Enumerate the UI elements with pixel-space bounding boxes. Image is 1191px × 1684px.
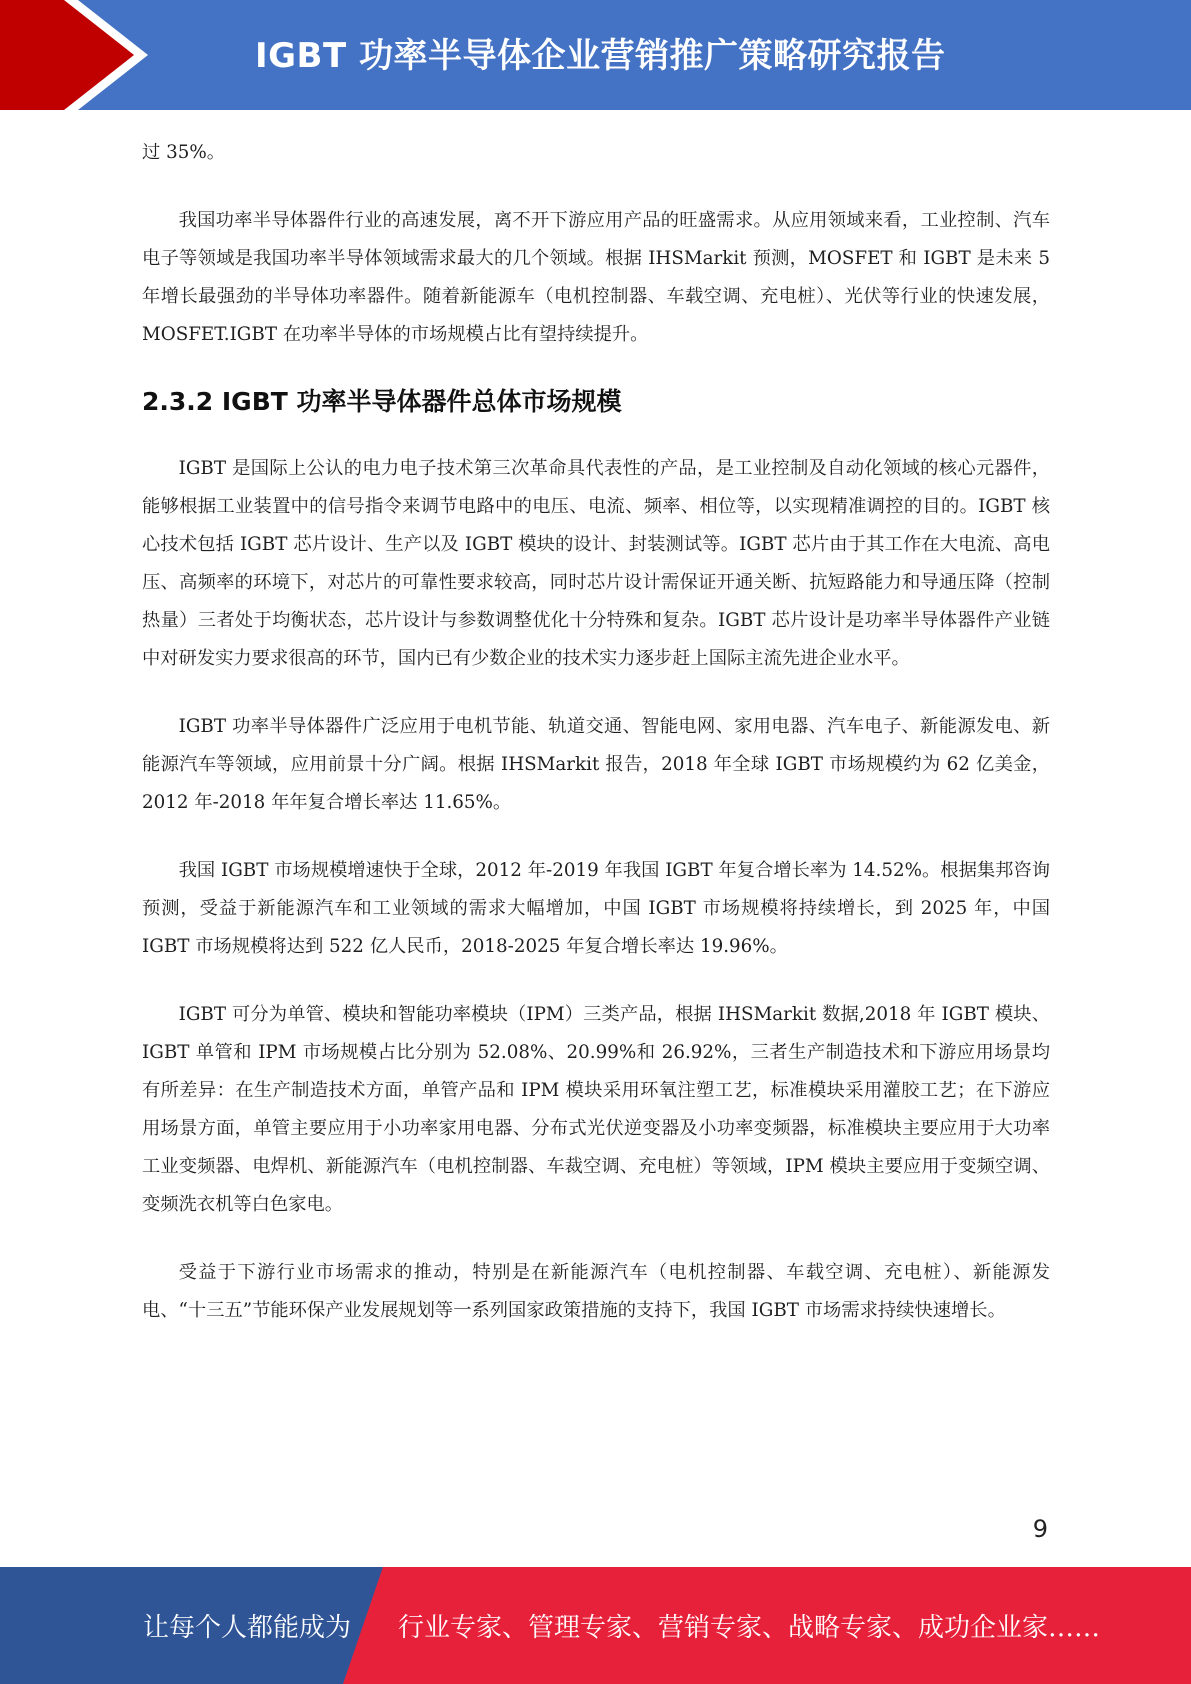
document-body [142,134,1050,1330]
report-title: IGBT 功率半导体企业营销推广策略研究报告 [255,36,946,76]
page-footer [0,1567,1191,1684]
paragraph-global-market: IGBT 功率半导体器件广泛应用于电机节能、轨道交通、智能电网、家用电器、汽车电子、新能源发电、新能源汽车等领域，应用前景十分广阔。根据 IHSMarkit 报告，2018 年全球 IGBT 市场规模约为 62 亿美金，2012 年-2018 年年复合增长率达 11.65%。 [142,716,1050,813]
footer-slogan-left: 让每个人都能成为 [143,1613,352,1643]
paragraph-igbt-core-tech: IGBT 是国际上公认的电力电子技术第三次革命具代表性的产品，是工业控制及自动化领域的核心元器件，能够根据工业装置中的信号指令来调节电路中的电压、电流、频率、相位等，以实现精准调控的目的。IGBT 核心技术包括 IGBT 芯片设计、生产以及 IGBT 模块的设计、封装测试等。IGBT 芯片由于其工作在大电流、高电压、高频率的环境下，对芯片的可靠性要求较高，同时芯片设计需保证开通关断、抗短路能力和导通压降（控制热量）三者处于均衡状态，芯片设计与参数调整优化十分特殊和复杂。IGBT 芯片设计是功率半导体器件产业链中对研发实力要求很高的环节，国内已有少数企业的技术实力逐步赶上国际主流先进企业水平。 [142,458,1050,669]
footer-slogan-right: 行业专家、管理专家、营销专家、战略专家、成功企业家…… [398,1613,1101,1643]
paragraph-product-types: IGBT 可分为单管、模块和智能功率模块（IPM）三类产品，根据 IHSMarkit 数据,2018 年 IGBT 模块、IGBT 单管和 IPM 市场规模占比分别为 52.08%、20.99%和 26.92%，三者生产制造技术和下游应用场景均有所差异：在生产制造技术方面，单管产品和 IPM 模块采用环氧注塑工艺，标准模块采用灌胶工艺；在下游应用场景方面，单管主要应用于小功率家用电器、分布式光伏逆变器及小功率变频器，标准模块主要应用于大功率工业变频器、电焊机、新能源汽车（电机控制器、车裁空调、充电桩）等领域，IPM 模块主要应用于变频空调、变频洗衣机等白色家电。 [142,1004,1050,1215]
header-arrow-graphic [0,0,160,110]
page-header [0,0,1191,110]
section-heading: 2.3.2 IGBT 功率半导体器件总体市场规模 [142,387,622,416]
paragraph-policy-support: 受益于下游行业市场需求的推动，特别是在新能源汽车（电机控制器、车载空调、充电桩）、新能源发电、“十三五”节能环保产业发展规划等一系列国家政策措施的支持下，我国 IGBT 市场需求持续快速增长。 [142,1262,1050,1321]
paragraph-china-market: 我国 IGBT 市场规模增速快于全球，2012 年-2019 年我国 IGBT 年复合增长率为 14.52%。根据集邦咨询预测，受益于新能源汽车和工业领域的需求大幅增加，中国 IGBT 市场规模将持续增长，到 2025 年，中国 IGBT 市场规模将达到 522 亿人民币，2018-2025 年复合增长率达 19.96%。 [142,860,1050,957]
paragraph-demand: 我国功率半导体器件行业的高速发展，离不开下游应用产品的旺盛需求。从应用领域来看，工业控制、汽车电子等领域是我国功率半导体领域需求最大的几个领域。根据 IHSMarkit 预测，MOSFET 和 IGBT 是未来 5 年增长最强劲的半导体功率器件。随着新能源车（电机控制器、车载空调、充电桩）、光伏等行业的快速发展，MOSFET.IGBT 在功率半导体的市场规模占比有望持续提升。 [142,210,1050,345]
page-number: 9 [1032,1515,1048,1543]
paragraph-continuation: 过 35%。 [142,142,226,163]
